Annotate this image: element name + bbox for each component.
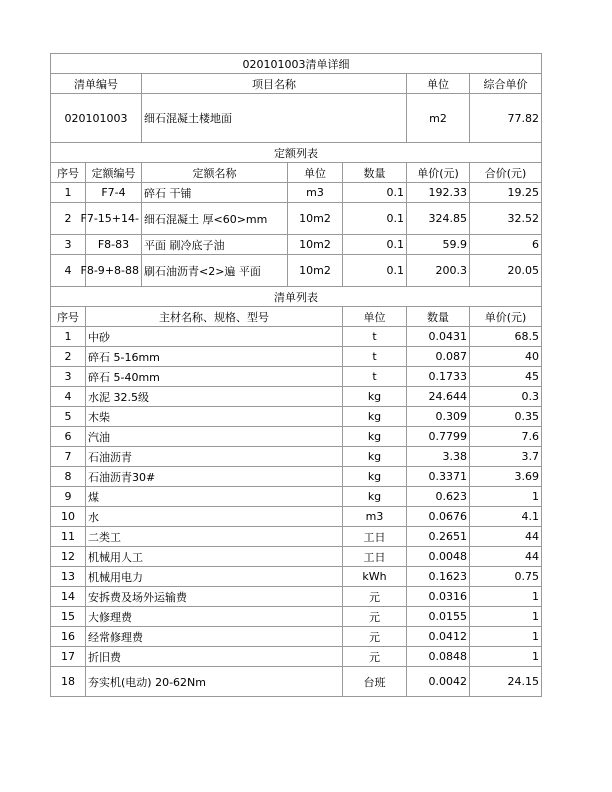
material-qty: 0.2651 — [407, 527, 470, 547]
material-header-row — [51, 307, 542, 327]
quota-code: F8-83 — [86, 235, 142, 255]
material-name: 机械用电力 — [86, 567, 343, 587]
sheet-title: 020101003清单详细 — [51, 54, 542, 74]
material-unit: t — [343, 327, 407, 347]
quota-qty: 0.1 — [343, 255, 407, 287]
material-qty: 24.644 — [407, 387, 470, 407]
quota-qty: 0.1 — [343, 203, 407, 235]
quota-unit-price: 59.9 — [407, 235, 470, 255]
quota-header-code: 定额编号 — [86, 163, 142, 183]
material-row — [51, 607, 542, 627]
quota-name: 平面 刷冷底子油 — [142, 235, 288, 255]
item-header-row — [51, 74, 542, 94]
material-unit: kWh — [343, 567, 407, 587]
quota-unit: 10m2 — [288, 203, 343, 235]
quota-total: 19.25 — [470, 183, 542, 203]
material-name: 中砂 — [86, 327, 343, 347]
material-name: 水 — [86, 507, 343, 527]
material-unit-price: 44 — [470, 547, 542, 567]
material-row — [51, 667, 542, 697]
material-seq: 6 — [51, 427, 86, 447]
material-qty: 3.38 — [407, 447, 470, 467]
quota-total: 20.05 — [470, 255, 542, 287]
material-header-qty: 数量 — [407, 307, 470, 327]
material-seq: 13 — [51, 567, 86, 587]
material-unit-price: 68.5 — [470, 327, 542, 347]
material-row — [51, 567, 542, 587]
quota-code: -14+F7-15 — [86, 203, 142, 235]
material-unit-price: 44 — [470, 527, 542, 547]
material-unit: t — [343, 367, 407, 387]
material-name: 碎石 5-40mm — [86, 367, 343, 387]
quota-name: 细石混凝土 厚<60>mm — [142, 203, 288, 235]
material-unit: kg — [343, 407, 407, 427]
material-seq: 15 — [51, 607, 86, 627]
material-row — [51, 327, 542, 347]
material-row — [51, 407, 542, 427]
material-row — [51, 367, 542, 387]
material-seq: 12 — [51, 547, 86, 567]
item-unit: m2 — [407, 94, 470, 143]
material-row — [51, 427, 542, 447]
material-unit: kg — [343, 387, 407, 407]
quota-header-total: 合价(元) — [470, 163, 542, 183]
quota-unit: 10m2 — [288, 235, 343, 255]
material-qty: 0.0676 — [407, 507, 470, 527]
material-qty: 0.0412 — [407, 627, 470, 647]
material-header-unit-price: 单价(元) — [470, 307, 542, 327]
material-unit-price: 4.1 — [470, 507, 542, 527]
material-unit: 元 — [343, 587, 407, 607]
material-name: 煤 — [86, 487, 343, 507]
material-name: 经常修理费 — [86, 627, 343, 647]
item-code: 020101003 — [51, 94, 142, 143]
material-seq: 16 — [51, 627, 86, 647]
material-unit-price: 1 — [470, 647, 542, 667]
material-unit: kg — [343, 487, 407, 507]
quota-seq: 4 — [51, 255, 86, 287]
material-row — [51, 587, 542, 607]
quota-seq: 2 — [51, 203, 86, 235]
material-name: 汽油 — [86, 427, 343, 447]
material-row — [51, 547, 542, 567]
material-unit-price: 1 — [470, 627, 542, 647]
quota-code: 8-88+F8-9 — [86, 255, 142, 287]
material-name: 木柴 — [86, 407, 343, 427]
material-qty: 0.0431 — [407, 327, 470, 347]
quota-unit-price: 324.85 — [407, 203, 470, 235]
material-row — [51, 507, 542, 527]
quota-header-unit: 单位 — [288, 163, 343, 183]
quota-total: 6 — [470, 235, 542, 255]
quota-unit-price: 200.3 — [407, 255, 470, 287]
material-qty: 0.0316 — [407, 587, 470, 607]
material-list — [51, 327, 542, 697]
material-qty: 0.309 — [407, 407, 470, 427]
material-section-title: 清单列表 — [51, 287, 542, 307]
material-qty: 0.3371 — [407, 467, 470, 487]
material-name: 大修理费 — [86, 607, 343, 627]
item-header-price: 综合单价 — [470, 74, 542, 94]
material-qty: 0.623 — [407, 487, 470, 507]
material-row — [51, 527, 542, 547]
material-unit: t — [343, 347, 407, 367]
material-unit: kg — [343, 447, 407, 467]
material-unit-price: 1 — [470, 587, 542, 607]
material-header-unit: 单位 — [343, 307, 407, 327]
quota-header-row — [51, 163, 542, 183]
quota-row — [51, 183, 542, 203]
quota-row — [51, 235, 542, 255]
material-seq: 1 — [51, 327, 86, 347]
material-seq: 8 — [51, 467, 86, 487]
quota-total: 32.52 — [470, 203, 542, 235]
material-unit-price: 45 — [470, 367, 542, 387]
material-seq: 18 — [51, 667, 86, 697]
material-qty: 0.1623 — [407, 567, 470, 587]
material-name: 碎石 5-16mm — [86, 347, 343, 367]
material-qty: 0.0848 — [407, 647, 470, 667]
material-seq: 14 — [51, 587, 86, 607]
quota-header-name: 定额名称 — [142, 163, 288, 183]
quota-unit: m3 — [288, 183, 343, 203]
material-name: 夯实机(电动) 20-62Nm — [86, 667, 343, 697]
material-seq: 5 — [51, 407, 86, 427]
material-unit-price: 7.6 — [470, 427, 542, 447]
material-name: 二类工 — [86, 527, 343, 547]
quota-name: 碎石 干铺 — [142, 183, 288, 203]
material-seq: 11 — [51, 527, 86, 547]
material-name: 石油沥青30# — [86, 467, 343, 487]
material-row — [51, 387, 542, 407]
quota-row — [51, 255, 542, 287]
material-seq: 4 — [51, 387, 86, 407]
quota-unit: 10m2 — [288, 255, 343, 287]
material-qty: 0.0042 — [407, 667, 470, 697]
material-unit-price: 3.7 — [470, 447, 542, 467]
quota-header-seq: 序号 — [51, 163, 86, 183]
item-name: 细石混凝土楼地面 — [142, 94, 407, 143]
material-seq: 17 — [51, 647, 86, 667]
quota-seq: 1 — [51, 183, 86, 203]
material-name: 折旧费 — [86, 647, 343, 667]
material-header-seq: 序号 — [51, 307, 86, 327]
material-name: 机械用人工 — [86, 547, 343, 567]
material-row — [51, 447, 542, 467]
material-name: 水泥 32.5级 — [86, 387, 343, 407]
material-qty: 0.1733 — [407, 367, 470, 387]
material-row — [51, 487, 542, 507]
material-seq: 3 — [51, 367, 86, 387]
material-unit: 工日 — [343, 527, 407, 547]
quota-unit-price: 192.33 — [407, 183, 470, 203]
material-unit: m3 — [343, 507, 407, 527]
material-seq: 2 — [51, 347, 86, 367]
material-row — [51, 467, 542, 487]
material-row — [51, 347, 542, 367]
material-unit: 元 — [343, 607, 407, 627]
material-seq: 10 — [51, 507, 86, 527]
quota-header-qty: 数量 — [343, 163, 407, 183]
item-header-code: 清单编号 — [51, 74, 142, 94]
material-qty: 0.0155 — [407, 607, 470, 627]
item-price: 77.82 — [470, 94, 542, 143]
material-unit: kg — [343, 427, 407, 447]
material-qty: 0.7799 — [407, 427, 470, 447]
material-unit: 台班 — [343, 667, 407, 697]
material-name: 石油沥青 — [86, 447, 343, 467]
quota-seq: 3 — [51, 235, 86, 255]
material-row — [51, 647, 542, 667]
material-unit-price: 40 — [470, 347, 542, 367]
material-seq: 9 — [51, 487, 86, 507]
material-unit-price: 3.69 — [470, 467, 542, 487]
item-header-name: 项目名称 — [142, 74, 407, 94]
material-unit-price: 1 — [470, 607, 542, 627]
material-row — [51, 627, 542, 647]
material-unit: 元 — [343, 647, 407, 667]
material-unit-price: 24.15 — [470, 667, 542, 697]
quota-code: F7-4 — [86, 183, 142, 203]
item-row — [51, 94, 542, 143]
material-unit: 元 — [343, 627, 407, 647]
material-header-name: 主材名称、规格、型号 — [86, 307, 343, 327]
material-unit: kg — [343, 467, 407, 487]
detail-table — [50, 53, 542, 697]
material-name: 安拆费及场外运输费 — [86, 587, 343, 607]
material-unit: 工日 — [343, 547, 407, 567]
material-unit-price: 0.75 — [470, 567, 542, 587]
material-qty: 0.0048 — [407, 547, 470, 567]
quota-qty: 0.1 — [343, 235, 407, 255]
quota-row — [51, 203, 542, 235]
quota-header-unit-price: 单价(元) — [407, 163, 470, 183]
material-qty: 0.087 — [407, 347, 470, 367]
material-seq: 7 — [51, 447, 86, 467]
quota-section-title: 定额列表 — [51, 143, 542, 163]
quota-name: 刷石油沥青<2>遍 平面 — [142, 255, 288, 287]
item-header-unit: 单位 — [407, 74, 470, 94]
quota-qty: 0.1 — [343, 183, 407, 203]
material-unit-price: 0.3 — [470, 387, 542, 407]
material-unit-price: 0.35 — [470, 407, 542, 427]
material-unit-price: 1 — [470, 487, 542, 507]
